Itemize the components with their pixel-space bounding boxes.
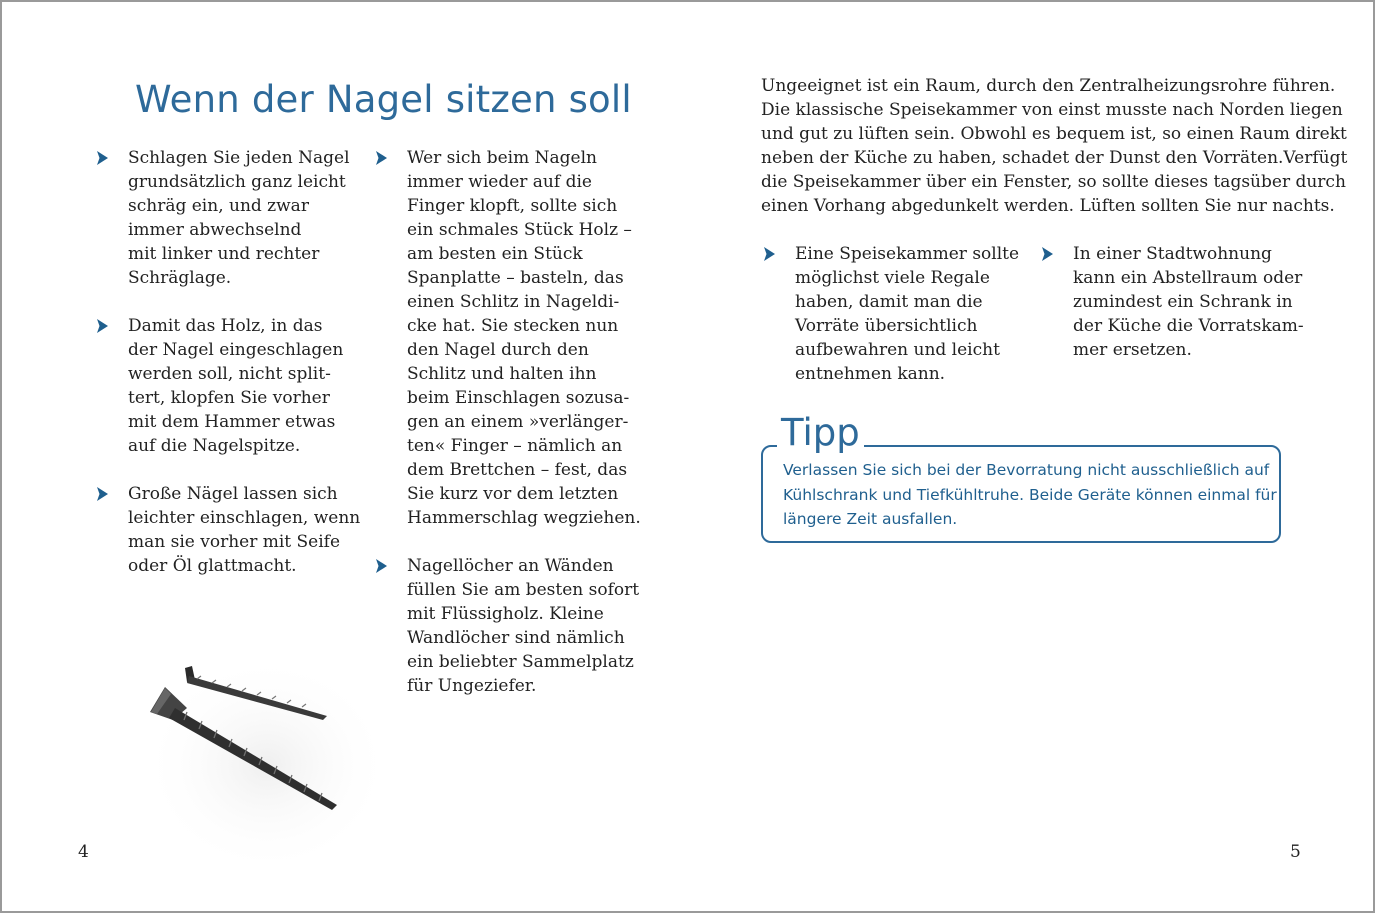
nails-illustration <box>137 650 397 880</box>
left-column-1 <box>97 146 360 578</box>
text-line: Wer sich beim Nageln <box>407 148 597 168</box>
bullet-item <box>764 242 1019 386</box>
bullet-arrow-icon <box>97 151 108 165</box>
intro-paragraph <box>761 74 1347 218</box>
text-line: Nagellöcher an Wänden <box>407 556 614 576</box>
text-line: Finger klopft, sollte sich <box>407 196 618 216</box>
bullet-item <box>376 146 641 530</box>
text-line: aufbewahren und leicht <box>795 340 1000 360</box>
text-line: ten« Finger – nämlich an <box>407 436 623 456</box>
text-line: In einer Stadtwohnung <box>1073 244 1272 264</box>
right-column-2 <box>1042 242 1304 362</box>
bullet-arrow-icon <box>764 247 775 261</box>
text-line: entnehmen kann. <box>795 364 946 384</box>
bullet-arrow-icon <box>376 559 387 573</box>
page-title: Wenn der Nagel sitzen soll <box>135 78 632 121</box>
tipp-text <box>783 458 1277 532</box>
bullet-arrow-icon <box>1042 247 1053 261</box>
text-line: Sie kurz vor dem letzten <box>407 484 619 504</box>
text-line: Wandlöcher sind nämlich <box>407 628 625 648</box>
page-number-left: 4 <box>78 842 89 862</box>
text-line: den Nagel durch den <box>407 340 589 360</box>
tipp-label: Tipp <box>777 410 864 456</box>
text-line: beim Einschlagen sozusa- <box>407 388 630 408</box>
text-line: am besten ein Stück <box>407 244 583 264</box>
text-line: mer ersetzen. <box>1073 340 1192 360</box>
text-line: einen Vorhang abgedunkelt werden. Lüften sollten Sie nur nachts. <box>761 196 1335 216</box>
bullet-arrow-icon <box>376 151 387 165</box>
text-line: Kühlschrank und Tiefkühltruhe. Beide Geräte können einmal für <box>783 485 1277 504</box>
text-line: auf die Nagelspitze. <box>128 436 301 456</box>
bullet-arrow-icon <box>97 487 108 501</box>
text-line: füllen Sie am besten sofort <box>407 580 640 600</box>
text-line: gen an einem »verlänger- <box>407 412 629 432</box>
bullet-item <box>376 554 641 698</box>
text-line: Hammerschlag wegziehen. <box>407 508 641 528</box>
text-line: ein beliebter Sammelplatz <box>407 652 634 672</box>
bullet-item <box>97 146 360 290</box>
text-line: ein schmales Stück Holz – <box>407 220 632 240</box>
text-line: längere Zeit ausfallen. <box>783 510 958 528</box>
text-line: für Ungeziefer. <box>407 676 537 696</box>
text-line: die Speisekammer über ein Fenster, so sollte dieses tagsüber durch <box>761 172 1346 192</box>
text-line: werden soll, nicht split- <box>128 364 331 384</box>
text-line: Vorräte übersichtlich <box>795 316 978 336</box>
text-line: neben der Küche zu haben, schadet der Dunst den Vorräten.Verfügt <box>761 148 1348 168</box>
text-line: der Küche die Vorratskam- <box>1073 316 1304 336</box>
text-line: und gut zu lüften sein. Obwohl es bequem ist, so einen Raum direkt <box>761 124 1347 144</box>
text-line: immer wieder auf die <box>407 172 592 192</box>
text-line: einen Schlitz in Nageldi- <box>407 292 620 312</box>
bullet-item <box>1042 242 1304 362</box>
text-line: dem Brettchen – fest, das <box>407 460 628 480</box>
text-line: Damit das Holz, in das <box>128 316 323 336</box>
text-line: man sie vorher mit Seife <box>128 532 341 552</box>
text-line: Die klassische Speisekammer von einst musste nach Norden liegen <box>761 100 1343 120</box>
text-line: oder Öl glattmacht. <box>128 556 297 576</box>
text-line: mit linker und rechter <box>128 244 320 264</box>
text-line: grundsätzlich ganz leicht <box>128 172 346 192</box>
text-line: Eine Speisekammer sollte <box>795 244 1020 264</box>
left-column-2 <box>376 146 641 698</box>
text-line: cke hat. Sie stecken nun <box>407 316 619 336</box>
text-line: Schlagen Sie jeden Nagel <box>128 148 350 168</box>
text-line: schräg ein, und zwar <box>128 196 309 216</box>
text-line: immer abwechselnd <box>128 220 302 240</box>
text-line: leichter einschlagen, wenn <box>128 508 361 528</box>
text-line: zumindest ein Schrank in <box>1073 292 1293 312</box>
right-column-1 <box>764 242 1019 386</box>
text-line: haben, damit man die <box>795 292 983 312</box>
text-line: Ungeeignet ist ein Raum, durch den Zentralheizungsrohre führen. <box>761 76 1336 96</box>
text-line: Schräglage. <box>128 268 232 288</box>
text-line: mit dem Hammer etwas <box>128 412 336 432</box>
text-line: tert, klopfen Sie vorher <box>128 388 330 408</box>
text-line: Verlassen Sie sich bei der Bevorratung nicht ausschließlich auf <box>783 461 1270 479</box>
bullet-arrow-icon <box>97 319 108 333</box>
text-line: der Nagel eingeschlagen <box>128 340 344 360</box>
text-line: Große Nägel lassen sich <box>128 484 338 504</box>
text-line: Spanplatte – basteln, das <box>407 268 624 288</box>
bullet-item <box>97 482 360 578</box>
bullet-item <box>97 314 360 458</box>
text-line: Schlitz und halten ihn <box>407 364 597 384</box>
page-number-right: 5 <box>1290 842 1301 862</box>
text-line: möglichst viele Regale <box>795 268 990 288</box>
text-line: kann ein Abstellraum oder <box>1073 268 1303 288</box>
text-line: mit Flüssigholz. Kleine <box>407 604 604 624</box>
